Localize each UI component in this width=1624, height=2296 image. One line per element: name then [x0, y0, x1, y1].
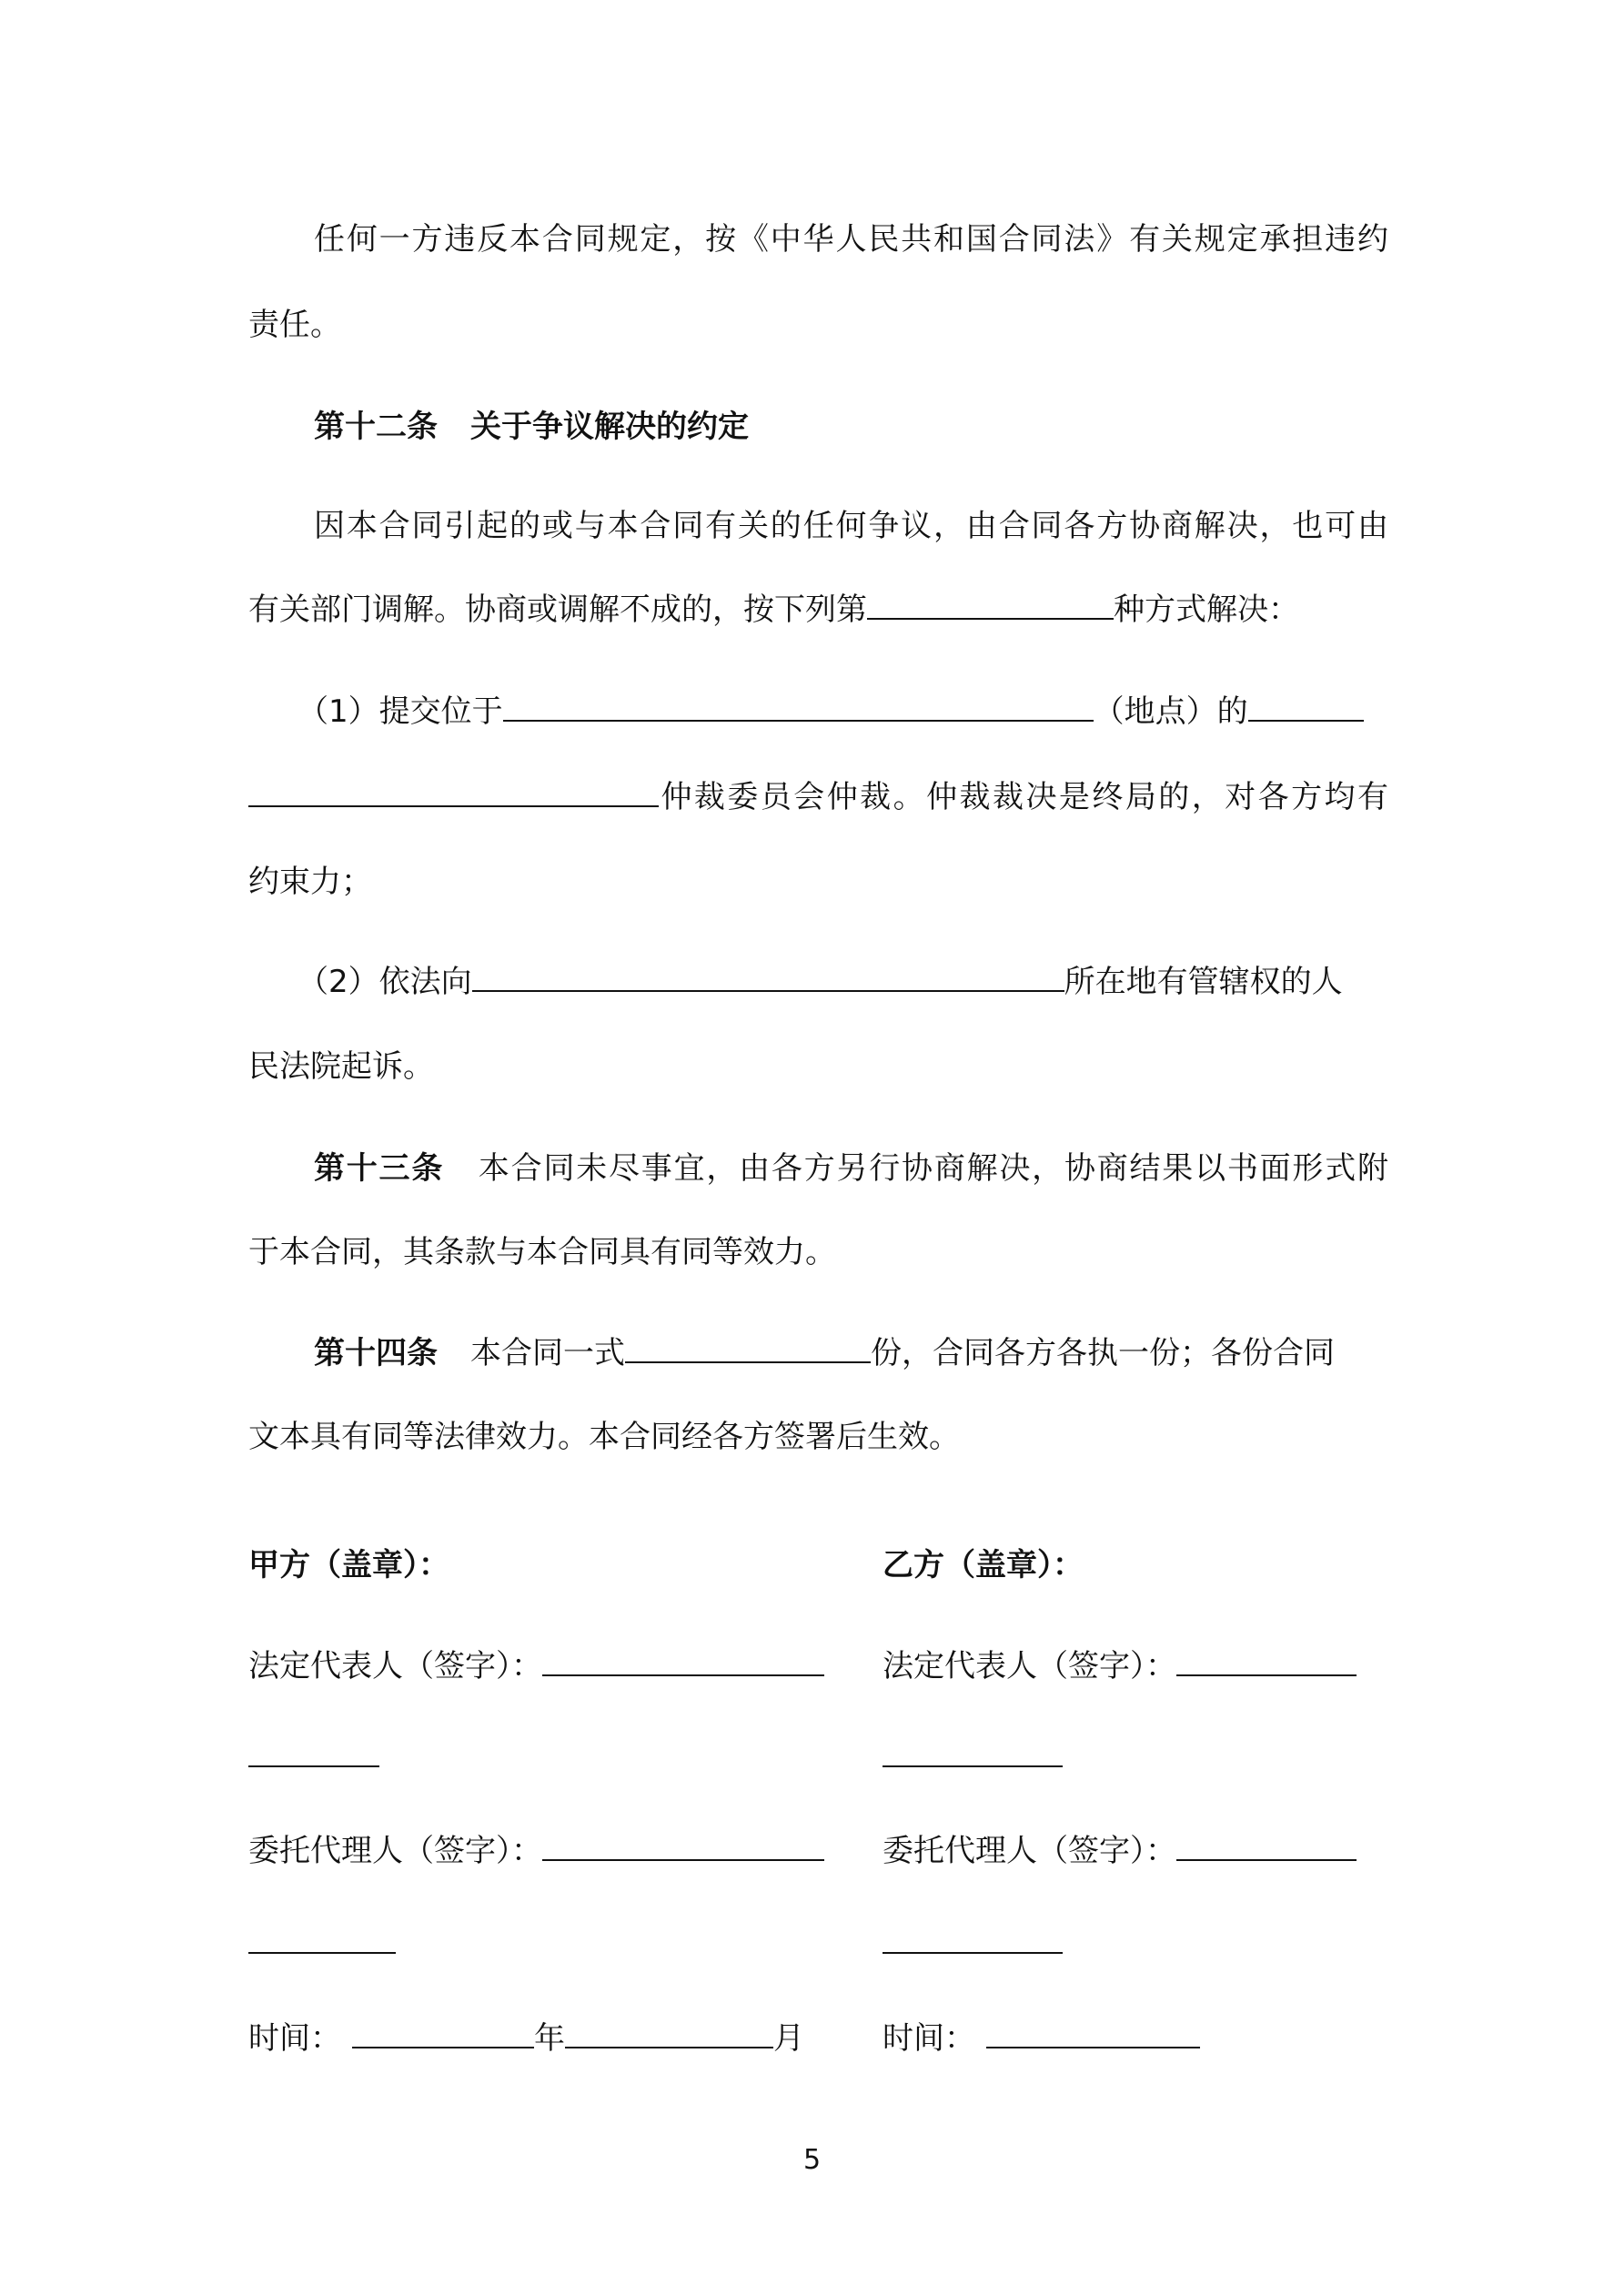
paragraph-line: 民法院起诉。 — [248, 1048, 434, 1085]
paragraph-line: 任何一方违反本合同规定，按《中华人民共和国合同法》有关规定承担违约 — [314, 221, 1388, 258]
article-title: 关于争议解决的约定 — [470, 409, 749, 445]
label: 年 — [534, 2020, 565, 2057]
label: 时间： — [883, 2020, 975, 2057]
label: 法定代表人（签字）： — [248, 1648, 542, 1684]
party-b-title: 乙方（盖章）： — [883, 1547, 1084, 1583]
text: 本合同未尽事宜，由各方另行协商解决，协商结果以书面形式附 — [477, 1150, 1388, 1187]
arbitration-blank[interactable] — [1248, 689, 1364, 722]
article-number: 第十三条 — [314, 1150, 445, 1187]
article-number: 第十二条 — [314, 409, 438, 445]
blank-line-row — [883, 1735, 1388, 1780]
text: 所在地有管辖权的人 — [1064, 964, 1343, 1000]
month-blank[interactable] — [565, 2016, 773, 2048]
label: 法定代表人（签字）： — [883, 1648, 1176, 1684]
court-location-blank[interactable] — [472, 959, 1064, 992]
signature-blank-cont[interactable] — [883, 1735, 1063, 1767]
date-blank[interactable] — [986, 2016, 1200, 2048]
party-b-legal-rep — [883, 1644, 1388, 1689]
party-a-title: 甲方（盖章）： — [248, 1547, 449, 1583]
article-14-line — [248, 1330, 1388, 1376]
text: （地点）的 — [1093, 693, 1248, 730]
party-b-time — [883, 2016, 1388, 2061]
text: （2）依法向 — [298, 964, 472, 1000]
party-b-agent — [883, 1828, 1388, 1874]
text: 有关部门调解。协商或调解不成的，按下列第 — [248, 592, 867, 628]
location-blank[interactable] — [503, 689, 1094, 722]
signature-blank-cont[interactable] — [883, 1921, 1063, 1954]
paragraph-line: 约束力； — [248, 864, 372, 900]
paragraph-line: 文本具有同等法律效力。本合同经各方签署后生效。 — [248, 1419, 960, 1455]
year-blank[interactable] — [352, 2016, 534, 2048]
arbitration-blank-cont[interactable] — [248, 774, 659, 807]
signature-blank[interactable] — [1176, 1828, 1357, 1861]
paragraph-line: 于本合同，其条款与本合同具有同等效力。 — [248, 1234, 836, 1270]
paragraph-line: 责任。 — [248, 307, 341, 343]
text: 种方式解决： — [1114, 592, 1299, 628]
label: 时间： — [248, 2020, 341, 2057]
article-number: 第十四条 — [314, 1335, 438, 1371]
text: 份，合同各方各执一份；各份合同 — [871, 1335, 1335, 1371]
option-1-line — [248, 689, 1388, 734]
article-13-line — [248, 1146, 1388, 1191]
label: 月 — [773, 2020, 804, 2057]
text: 本合同一式 — [470, 1335, 625, 1371]
option-1-line — [248, 774, 1388, 820]
article-12-heading — [248, 404, 1388, 450]
signature-blank-cont[interactable] — [248, 1735, 379, 1767]
method-blank[interactable] — [867, 587, 1114, 620]
text: （1）提交位于 — [298, 693, 503, 730]
paragraph-line: 因本合同引起的或与本合同有关的任何争议，由合同各方协商解决，也可由 — [314, 508, 1388, 544]
paragraph-line — [248, 587, 1388, 632]
copies-blank[interactable] — [625, 1330, 871, 1363]
signature-blank[interactable] — [542, 1828, 824, 1861]
page-number: 5 — [802, 2144, 822, 2176]
text: 仲裁委员会仲裁。仲裁裁决是终局的，对各方均有 — [659, 779, 1388, 815]
signature-blank[interactable] — [542, 1644, 824, 1676]
option-2-line — [248, 959, 1388, 1005]
signature-blank[interactable] — [1176, 1644, 1357, 1676]
label: 委托代理人（签字）： — [248, 1833, 542, 1869]
blank-line-row — [883, 1921, 1388, 1967]
label: 委托代理人（签字）： — [883, 1833, 1176, 1869]
signature-blank-cont[interactable] — [248, 1921, 396, 1954]
